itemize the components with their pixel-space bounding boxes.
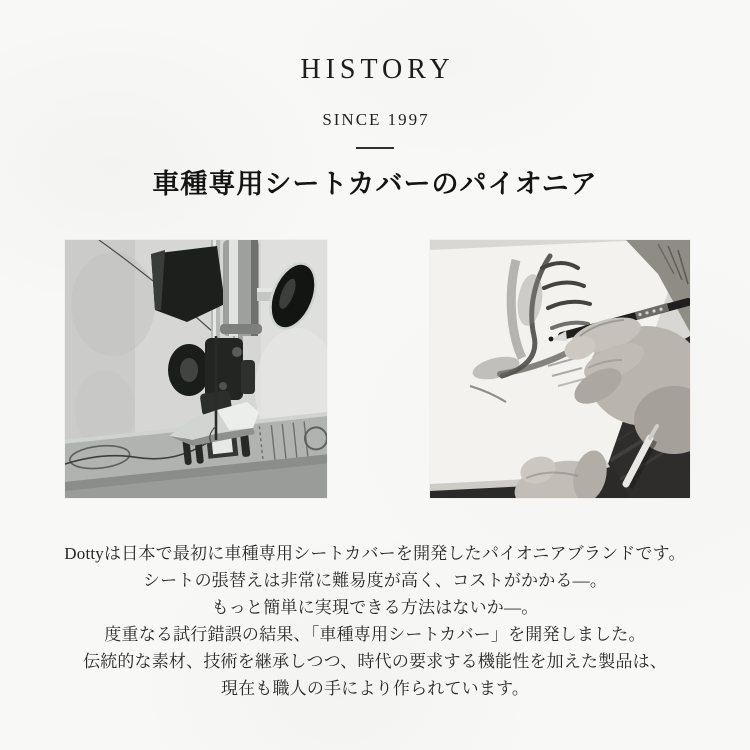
photo-row xyxy=(0,240,750,498)
hand-sketching-illustration xyxy=(430,240,690,498)
page-title: HISTORY xyxy=(300,54,455,85)
divider-line xyxy=(356,147,394,149)
since-label: SINCE 1997 xyxy=(322,110,430,129)
section-heading: 車種専用シートカバーのパイオニア xyxy=(152,169,598,199)
story-line: シートの張替えは非常に難易度が高く、コストがかかる―。 xyxy=(142,571,608,590)
story-text xyxy=(0,540,750,702)
sewing-machine-photo xyxy=(65,240,327,498)
story-line: 伝統的な素材、技術を継承しつつ、時代の要求する機能性を加えた製品は、 xyxy=(82,652,668,671)
sewing-machine-illustration xyxy=(65,240,327,498)
story-line: 度重なる試行錯誤の結果、「車種専用シートカバー」を開発しました。 xyxy=(104,625,646,644)
story-line: Dottyは日本で最初に車種専用シートカバーを開発したパイオニアブランドです。 xyxy=(64,544,686,563)
hand-sketching-photo xyxy=(430,240,690,498)
story-line: もっと簡単に実現できる方法はないか―。 xyxy=(211,598,539,617)
story-line: 現在も職人の手により作られています。 xyxy=(220,679,530,698)
